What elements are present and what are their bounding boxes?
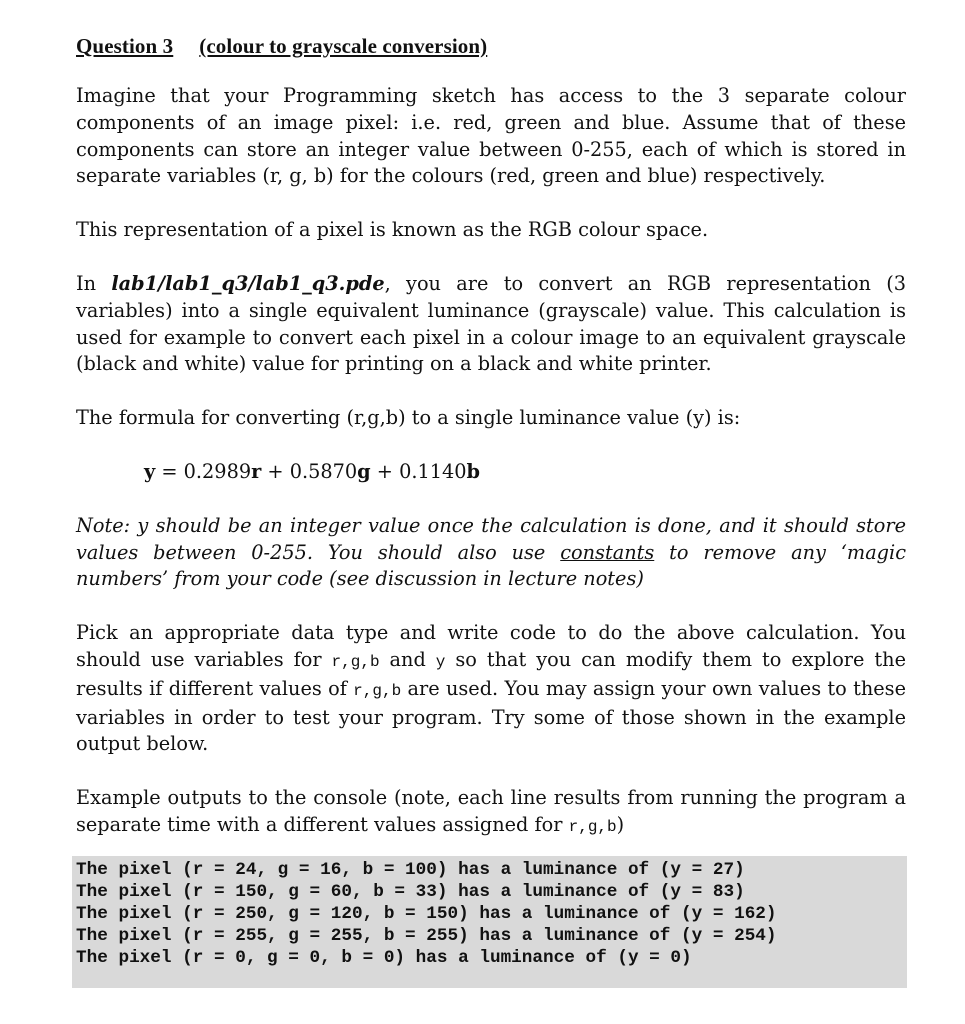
code-rgb-3: r,g,b <box>568 817 617 836</box>
note-paragraph <box>76 513 906 593</box>
example-intro <box>76 785 906 841</box>
formula-r: r <box>251 459 262 483</box>
constants-link[interactable]: constants <box>560 540 655 564</box>
file-path: lab1/lab1_q3/lab1_q3.pde <box>111 271 385 295</box>
console-line: The pixel (r = 0, g = 0, b = 0) has a luminance of (y = 0) <box>76 947 692 968</box>
formula-intro: The formula for converting (r,g,b) to a single luminance value (y) is: <box>76 406 741 430</box>
example-text-2: ) <box>616 812 625 836</box>
formula-y: y <box>144 459 156 483</box>
formula-g: g <box>357 459 371 483</box>
console-line: The pixel (r = 24, g = 16, b = 100) has a luminance of (y = 27) <box>76 859 745 880</box>
formula-coef-b: + 0.1140 <box>370 459 467 483</box>
formula-coef-r: = 0.2989 <box>155 459 252 483</box>
note-text-1: Note: y should be an integer value once the calculation is done, and it should store values between 0-255. You should also use <box>76 513 906 564</box>
instructions-paragraph <box>76 620 906 758</box>
question-number: Question 3 <box>76 34 174 58</box>
instr-text-4: are used. You may assign your own values to these variables in order to test your program. Try some of those shown in the example output below. <box>76 676 906 756</box>
code-rgb-2: r,g,b <box>353 681 402 700</box>
console-line: The pixel (r = 150, g = 60, b = 33) has a luminance of (y = 83) <box>76 881 745 902</box>
instr-text-3: so that you can modify them to explore the results if different values of <box>76 647 906 700</box>
console-line: The pixel (r = 255, g = 255, b = 255) has a luminance of (y = 254) <box>76 925 777 946</box>
example-text-1: Example outputs to the console (note, each line results from running the program a separate time with a different values assigned for <box>76 786 906 836</box>
question-topic: (colour to grayscale conversion) <box>199 34 488 58</box>
question-heading <box>76 34 906 59</box>
instr-text-2: and <box>379 647 436 671</box>
formula-b: b <box>466 459 481 483</box>
instr-text-1: Pick an appropriate data type and write code to do the above calculation. You should use variables for <box>76 621 906 671</box>
rgb-space-paragraph: This representation of a pixel is known as the RGB colour space. <box>76 218 709 242</box>
task-paragraph <box>76 271 906 378</box>
task-prefix: In <box>76 271 112 295</box>
intro-paragraph: Imagine that your Programming sketch has access to the 3 separate colour components of an image pixel: i.e. red, green and blue. Assume that of these components can store an integer value between 0-255, each of which is stored in separate variables (r, g, b) for the colours (red, green and blue) respectively. <box>76 84 906 188</box>
console-line: The pixel (r = 250, g = 120, b = 150) has a luminance of (y = 162) <box>76 903 777 924</box>
code-rgb: r,g,b <box>331 652 380 671</box>
document-page <box>76 34 906 988</box>
note-text-2: to remove any ‘magic numbers’ from your code (see discussion in lecture notes) <box>76 540 906 591</box>
luminance-formula <box>144 459 906 486</box>
code-y: y <box>435 652 446 671</box>
task-text: , you are to convert an RGB representation (3 variables) into a single equivalent luminance (grayscale) value. This calculation is used for example to convert each pixel in a colour image to an equivalent grayscale (black and white) value for printing on a black and white printer. <box>76 271 906 376</box>
formula-coef-g: + 0.5870 <box>261 459 358 483</box>
console-output <box>72 856 907 988</box>
